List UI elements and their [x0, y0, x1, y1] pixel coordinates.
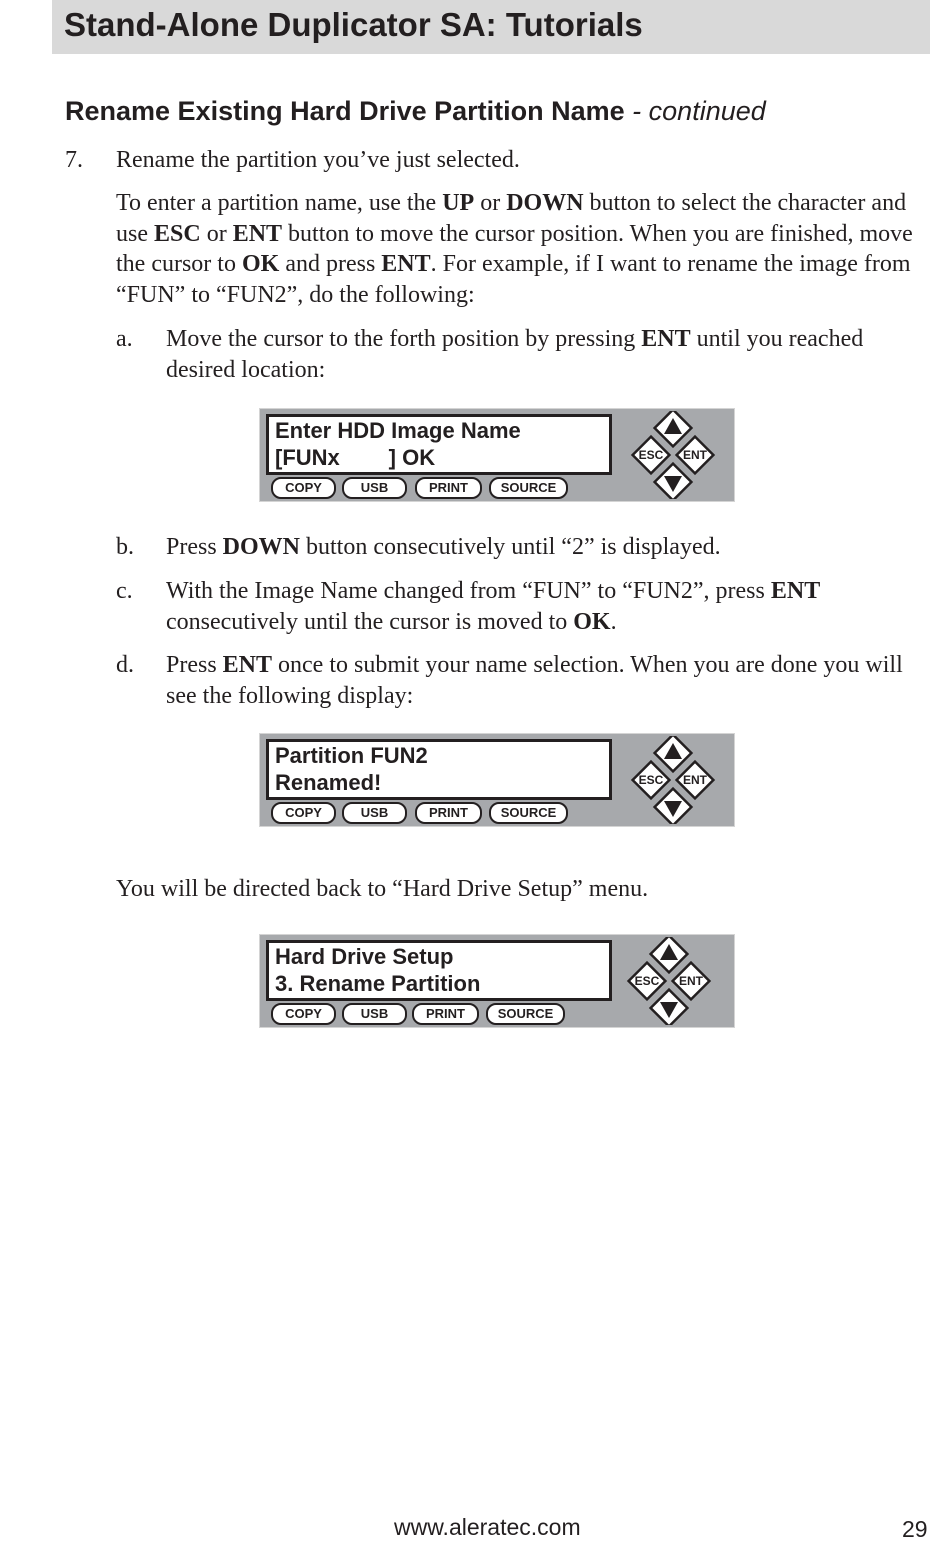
- source-button: SOURCE: [486, 1003, 565, 1025]
- lcd-line-1: Partition FUN2: [275, 743, 428, 768]
- source-button: SOURCE: [489, 802, 568, 824]
- ent-key-label: ENT: [683, 773, 707, 787]
- lcd-screen: [266, 739, 612, 800]
- substep-c-text: With the Image Name changed from “FUN” to “FUN2”, press ENT consecutively until the cursor is moved to OK.: [166, 578, 821, 635]
- closing-text: You will be directed back to “Hard Drive Setup” menu.: [116, 876, 649, 902]
- lcd-screen: [266, 414, 612, 475]
- usb-button: USB: [342, 1003, 407, 1025]
- step-intro-paragraph: To enter a partition name, use the UP or DOWN button to select the character and use ESC or ENT button to move the cursor position. When you are finished, move the cursor to OK and press ENT. For example, if I want to rename the image from “FUN” to “FUN2”, do the following:: [116, 190, 913, 308]
- ent-key-label: ENT: [683, 448, 707, 462]
- substep-b-text: Press DOWN button consecutively until “2” is displayed.: [166, 534, 721, 560]
- esc-key-label: ESC: [638, 448, 664, 462]
- page-title: Stand-Alone Duplicator SA: Tutorials: [64, 6, 643, 43]
- esc-key-label: ESC: [634, 974, 660, 988]
- page-number: 29: [902, 1516, 928, 1542]
- footer-url: www.aleratec.com: [394, 1514, 581, 1540]
- print-button: PRINT: [412, 1003, 479, 1025]
- lcd-screen: [266, 940, 612, 1001]
- substep-c-label: c.: [116, 578, 133, 604]
- section-title: [65, 96, 766, 127]
- usb-button: USB: [342, 802, 407, 824]
- ent-key-label: ENT: [679, 974, 703, 988]
- lcd-panel: [259, 733, 735, 827]
- substep-a-label: a.: [116, 326, 133, 352]
- lcd-panel: [259, 934, 735, 1028]
- nav-keypad: [628, 736, 718, 824]
- section-title-main: Rename Existing Hard Drive Partition Name: [65, 96, 625, 126]
- esc-key-label: ESC: [638, 773, 664, 787]
- lcd-line-2: Renamed!: [275, 770, 382, 795]
- nav-keypad: [624, 937, 714, 1025]
- nav-keypad: [628, 411, 718, 499]
- usb-button: USB: [342, 477, 407, 499]
- lcd-line-1: Hard Drive Setup: [275, 944, 454, 969]
- print-button: PRINT: [415, 802, 482, 824]
- print-button: PRINT: [415, 477, 482, 499]
- lcd-panel: [259, 408, 735, 502]
- step-number: 7.: [65, 147, 83, 173]
- lcd-line-2: 3. Rename Partition: [275, 971, 481, 996]
- lcd-line-1: Enter HDD Image Name: [275, 418, 521, 443]
- copy-button: COPY: [271, 1003, 336, 1025]
- section-title-continued: - continued: [624, 96, 766, 126]
- source-button: SOURCE: [489, 477, 568, 499]
- substep-a-text: Move the cursor to the forth position by pressing ENT until you reached desired location:: [166, 326, 864, 383]
- substep-b-label: b.: [116, 534, 134, 560]
- step-text: Rename the partition you’ve just selected.: [116, 147, 520, 173]
- copy-button: COPY: [271, 802, 336, 824]
- substep-d-text: Press ENT once to submit your name selection. When you are done you will see the following display:: [166, 652, 903, 709]
- lcd-line-2: [FUNx ] OK: [275, 445, 436, 470]
- copy-button: COPY: [271, 477, 336, 499]
- page-header: [52, 0, 930, 54]
- substep-d-label: d.: [116, 652, 134, 678]
